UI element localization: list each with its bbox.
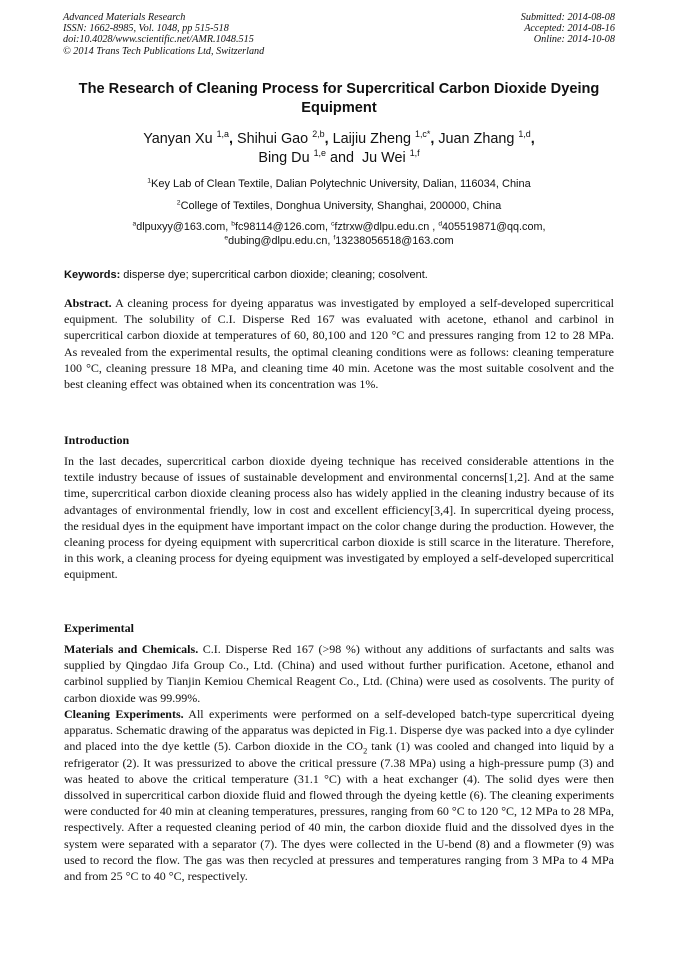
- abstract-text: A cleaning process for dyeing apparatus was investigated by employed a self-developed supercritical equipment. The solubility of C.I. Disperse Red 167 was evaluated with acetone, ethanol and carbinol in supercritical carbon dioxide at temperatures of 60, 80,100 and 120 °C and pressures ranging from 12 to 28 MPa. As revealed from the experimental results, the optimal cleaning conditions were as follows: cleaning temperature 100 °C, cleaning pressure 18 MPa, and cleaning time 40 min. Acetone was the most suitable cosolvent and the best cleaning effect was obtained when its concentration was 1%.: [64, 296, 614, 392]
- author-sep: ,: [228, 131, 237, 147]
- affiliation-sup: 2: [176, 199, 181, 207]
- email-link[interactable]: fc98114@126.com,: [234, 221, 331, 233]
- cleaning-label: Cleaning Experiments.: [64, 707, 184, 721]
- affiliation-1: [62, 177, 616, 191]
- keywords-label: Keywords:: [64, 269, 121, 281]
- keywords-text: disperse dye; supercritical carbon dioxide; cleaning; cosolvent.: [120, 269, 428, 281]
- author-sup: 1,a: [216, 129, 229, 140]
- author-name: Juan Zhang: [438, 131, 515, 147]
- email-link[interactable]: dubing@dlpu.edu.cn,: [228, 235, 334, 247]
- author-name: Bing Du: [258, 150, 310, 166]
- issn-line: ISSN: 1662-8985, Vol. 1048, pp 515-518: [63, 23, 229, 35]
- author-list: [62, 130, 616, 168]
- author-name: Shihui Gao: [236, 131, 309, 147]
- author-sep: ,: [530, 131, 535, 147]
- affiliation-2: [62, 199, 616, 213]
- introduction-paragraph: In the last decades, supercritical carbon dioxide dyeing technique has received considerable attentions in the textile industry because of issues of sustainable development and environmental concerns[1,2]. And at the same time, supercritical carbon dioxide cleaning process also has widely applied in the cleaning industry because of its advantages of environmental friendly, low in cost and excellent efficiency[3,4]. In supercritical dyeing process, the residual dyes in the equipment have important impact on the color change during the production. However, the cleaning process for dyeing equipment with supercritical carbon dioxide is still scarce in the literature. Therefore, in this work, a cleaning process for dyeing equipment was investigated by employed a self-developed supercritical equipment.: [64, 454, 614, 582]
- email-sup: d: [438, 220, 443, 228]
- email-link[interactable]: dlpuxyy@163.com,: [136, 221, 232, 233]
- materials-label: Materials and Chemicals.: [64, 642, 199, 656]
- email-list: [62, 220, 616, 248]
- author-sep: ,: [430, 131, 439, 147]
- keywords: [64, 268, 616, 282]
- email-link[interactable]: fztrxw@dlpu.edu.cn ,: [334, 221, 439, 233]
- author-sup: 1,d: [518, 129, 531, 140]
- author-name: Ju Wei: [361, 150, 406, 166]
- email-sup: f: [333, 234, 336, 242]
- email-sup: c: [330, 220, 335, 228]
- email-link[interactable]: 13238056518@163.com: [335, 235, 454, 247]
- abstract: [64, 295, 614, 392]
- affiliation-text: Key Lab of Clean Textile, Dalian Polytechnic University, Dalian, 116034, China: [151, 178, 531, 190]
- author-and: and: [325, 150, 358, 166]
- author-sup: 1,f: [409, 148, 420, 159]
- abstract-label: Abstract.: [64, 296, 112, 310]
- author-name: Yanyan Xu: [143, 131, 213, 147]
- cleaning-text: All experiments were performed on a self-developed batch-type supercritical dyeing apparatus. Schematic drawing of the apparatus was depicted in Fig.1. Disperse dye was packed into a dye cylinder and placed into the dye kettle (5). Carbon dioxide in the CO: [64, 707, 614, 754]
- section-heading-experimental: Experimental: [64, 621, 134, 635]
- email-sup: b: [231, 220, 235, 228]
- email-sup: a: [132, 220, 137, 228]
- cleaning-text-cont: tank (1) was cooled and changed into liquid by a refrigerator (2). It was pressurized to above the critical pressure (7.38 MPa) using a high-pressure pump (3) and was heated to above the critical temperature (31.1 °C) with a heat exchanger (4). The solid dyes were then dissolved in supercritical carbon dioxide fluid and flowed through the dyeing kettle (6). The cleaning experiments were conducted for 40 min at cleaning temperatures, pressures, ranging from 60 °C to 120 °C, 12 MPa to 28 MPa, respectively. After a requested cleaning period of 40 min, the carbon dioxide fluid and the dissolved dyes in the system were separated with a separator (7). The dyes were collected in the U-bend (8) and a flowmeter (9) was used to record the flow. The gas was then recycled at pressures and temperatures ranging from 3 MPa to 4 MPa and from 25 °C to 40 °C, respectively.: [64, 739, 614, 884]
- author-sup: 2,b: [312, 129, 325, 140]
- affiliation-sup: 1: [147, 177, 152, 185]
- journal-name: Advanced Materials Research: [63, 12, 186, 23]
- materials-text: C.I. Disperse Red 167 (>98 %) without any additions of surfactants and salts was supplied by Qingdao Jifa Group Co., Ltd. (China) and used without further purification. Acetone, ethanol and carbinol supplied by Tianjin Kemiou Chemical Reagent Co., Ltd. (China) were used as cosolvents. The purity of carbon dioxide was 99.99%.: [64, 642, 614, 705]
- accepted-date: Accepted: 2014-08-16: [524, 23, 615, 35]
- online-date: Online: 2014-10-08: [533, 34, 615, 46]
- section-heading-introduction: Introduction: [64, 433, 130, 447]
- author-sup: 1,e: [313, 148, 326, 159]
- cleaning-paragraph: [64, 706, 614, 884]
- doi-line: doi:10.4028/www.scientific.net/AMR.1048.515: [63, 34, 254, 46]
- dates-header: [395, 12, 615, 46]
- submitted-date: Submitted: 2014-08-08: [520, 12, 615, 23]
- author-name: Laijiu Zheng: [332, 131, 411, 147]
- materials-paragraph: [64, 641, 614, 706]
- co2-subscript: 2: [363, 746, 368, 756]
- email-sup: e: [224, 234, 229, 242]
- journal-header: [63, 12, 363, 57]
- author-sup: 1,c*: [414, 129, 431, 140]
- paper-title: The Research of Cleaning Process for Supercritical Carbon Dioxide Dyeing Equipment: [78, 81, 600, 116]
- copyright-line: © 2014 Trans Tech Publications Ltd, Switzerland: [63, 45, 265, 57]
- author-sep: ,: [324, 131, 333, 147]
- affiliation-text: College of Textiles, Donghua University, Shanghai, 200000, China: [180, 200, 502, 212]
- email-link[interactable]: 405519871@qq.com,: [442, 221, 546, 233]
